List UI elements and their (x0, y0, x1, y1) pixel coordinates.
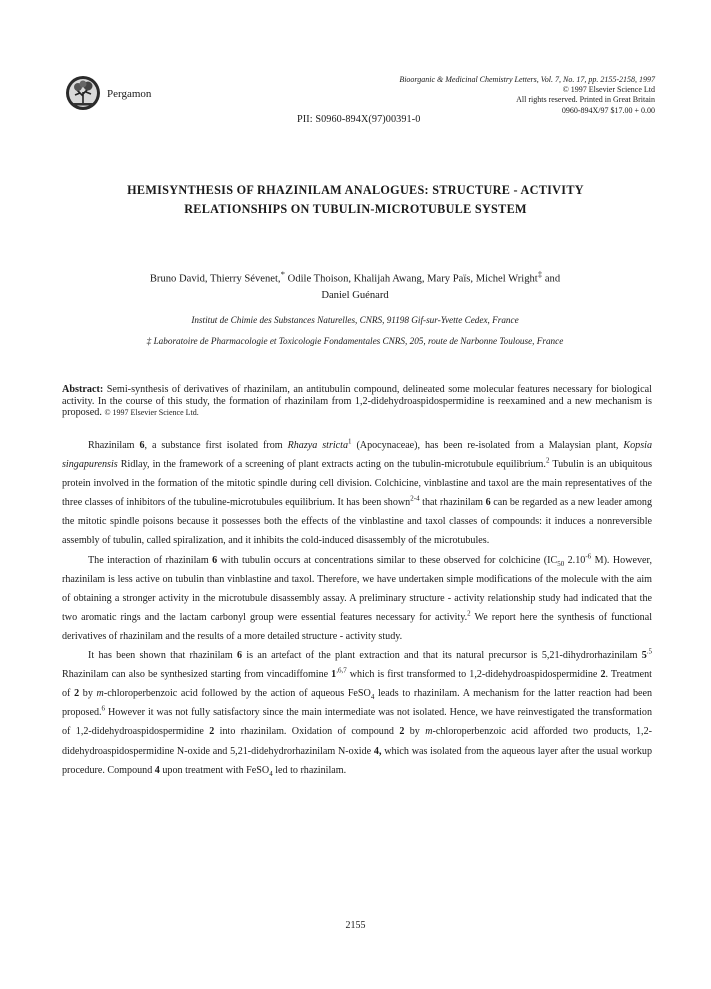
page-number: 2155 (345, 920, 366, 931)
authors-line-1 (100, 266, 610, 288)
abstract-label: Abstract: (62, 384, 104, 395)
journal-info (399, 75, 655, 116)
affiliation-1: Institut de Chimie des Substances Naturelles, CNRS, 91198 Gif-sur-Yvette Cedex, France (191, 315, 519, 325)
text-run: 4, (373, 745, 382, 757)
text-run: Kopsia singapurensis (62, 440, 652, 471)
text-run: 2-4 (410, 494, 420, 503)
authors-part-c: and (542, 273, 561, 285)
text-run: 50 (557, 559, 565, 568)
paragraph-3 (62, 646, 652, 780)
text-run: Ridlay, in the framework of a screening of plant extracts acting on the tubulin-microtubule equilibrium. (117, 459, 546, 471)
abstract-copyright: © 1997 Elsevier Science Ltd. (104, 408, 199, 418)
affiliations (80, 310, 630, 352)
text-run: , a substance first isolated from (144, 440, 288, 451)
text-run: -6 (585, 552, 592, 561)
text-run: Rhazya stricta (287, 440, 349, 451)
text-run: m (96, 688, 104, 700)
text-run: -chloroperbenzoic acid afforded two products, 1,2-didehydroaspidospermidine N-oxide and 5,21-didehydrorhazinilam N-oxide (62, 726, 652, 757)
text-run: 5 (641, 650, 647, 662)
authors-line-2: Daniel Guénard (321, 289, 389, 301)
elsevier-tree-logo-icon (63, 74, 103, 112)
abstract (62, 384, 652, 419)
copyright-line: © 1997 Elsevier Science Ltd (562, 85, 655, 95)
text-run: 2 (467, 609, 471, 618)
corresponding-mark: * (280, 269, 286, 279)
body-text (62, 436, 652, 780)
text-run: M). However, rhazinilam is less active on tubulin than vinblastine and taxol. Therefore, we have undertaken simple modifications of the molecule with the aim of obtaining a stronger activity in the microtubule disassembly assay. A preliminary structure - activity relationship study had indicated that the two aromatic rings and the lactam carbonyl group were essential features necessary for activity. (62, 554, 652, 623)
text-run: 4 (370, 693, 375, 702)
text-run: We report here the synthesis of functional derivatives of rhazinilam and the results of a more detailed structure - activity study. (62, 611, 653, 642)
publisher-name: Pergamon (107, 88, 152, 100)
text-run: ,6,7 (336, 666, 347, 675)
paragraph-1 (62, 436, 652, 551)
text-run: with tubulin occurs at concentrations similar to these observed for colchicine (IC (217, 554, 558, 566)
issn-line: 0960-894X/97 $17.00 + 0.00 (561, 105, 655, 115)
abstract-text: Semi-synthesis of derivatives of rhazinilam, an antitubulin compound, delineated some molecular features necessary for biological activity. In the course of this study, the formation of rhazinilam from 1,2-didehydroaspidospermidine is reexamined and a new mechanism is proposed. (62, 384, 652, 419)
text-run: 2.10 (564, 554, 586, 566)
text-run: 4 (269, 769, 273, 778)
text-run: . Treatment of (62, 669, 652, 700)
text-run: m (425, 726, 433, 738)
text-run: 2 (209, 726, 215, 738)
text-run: The interaction of rhazinilam (88, 554, 213, 566)
text-run: is an artefact of the plant extraction and that its natural precursor is 5,21-dihydrorhazinilam (242, 650, 642, 662)
text-run: 6 (101, 704, 106, 713)
text-run: 2 (74, 688, 80, 700)
affiliation-mark: ‡ (537, 269, 543, 279)
text-run: upon treatment with FeSO (159, 764, 270, 776)
paper-title (0, 181, 711, 219)
paragraph-2 (62, 551, 652, 646)
text-run: Tubulin is an ubiquitous protein involved in the formation of the mitotic spindle during cell division. Colchicine, vinblastine and taxol are the main representatives of the three classes of inhibitors of the tubuline-microtubules equilibrium. It has been shown (62, 459, 653, 509)
text-run: into rhazinilam. Oxidation of compound (214, 726, 400, 738)
text-run: leads to rhazinilam. A mechanism for the latter reaction had been proposed. (62, 688, 652, 719)
text-run: -chloroperbenzoic acid followed by the action of aqueous FeSO (103, 688, 371, 700)
title-line-1: HEMISYNTHESIS OF RHAZINILAM ANALOGUES: STRUCTURE - ACTIVITY (127, 183, 584, 197)
authors-part-b: Odile Thoison, Khalijah Awang, Mary Païs, Michel Wright (285, 273, 538, 285)
author-list (100, 266, 610, 304)
text-run: However it was not fully satisfactory since the main intermediate was not isolated. Hence, we have reinvestigated the transformation of 1,2-didehydroaspidospermidine (62, 707, 652, 738)
text-run: 6 (212, 554, 218, 566)
authors-part-a: Bruno David, Thierry Sévenet, (149, 273, 281, 285)
text-run: led to rhazinilam. (272, 764, 347, 776)
text-run: 1 (348, 437, 352, 446)
text-run: (Apocynaceae), has been re-isolated from a Malaysian plant, (351, 440, 624, 451)
text-run: Rhazinilam can also be synthesized starting from vincadiffomine (62, 669, 332, 681)
text-run: 2 (600, 669, 606, 681)
text-run: 2 (399, 726, 405, 738)
text-run: 2 (545, 456, 550, 465)
text-run: by (404, 726, 426, 738)
text-run: which is first transformed to 1,2-didehydroaspidospermidine (346, 669, 601, 681)
text-run: 4 (154, 764, 160, 776)
text-run: It has been shown that rhazinilam (88, 650, 237, 662)
text-run: 6 (485, 497, 491, 509)
rights-line: All rights reserved. Printed in Great Britain (516, 95, 655, 105)
text-run: 1 (331, 669, 337, 681)
affiliation-2: ‡ Laboratoire de Pharmacologie et Toxicologie Fondamentales CNRS, 205, route de Narbonne Toulouse, France (146, 336, 564, 346)
pii-identifier: PII: S0960-894X(97)00391-0 (297, 114, 421, 125)
text-run: can be regarded as a new leader among the mitotic spindle poisons because it possesses both the effects of the vinblastine and taxol classes of compounds: it induces a nonreversible assembly of tubulin, called spiralization, and it inhibits the cold-induced disassembly of the microtubules. (62, 497, 652, 547)
text-run: that rhazinilam (419, 497, 486, 509)
text-run: 6 (237, 650, 243, 662)
text-run: Rhazinilam (88, 440, 140, 451)
journal-citation: Bioorganic & Medicinal Chemistry Letters, Vol. 7, No. 17, pp. 2155-2158, 1997 (399, 75, 655, 84)
text-run: by (79, 688, 97, 700)
text-run: 6 (139, 440, 145, 451)
text-run: .5 (646, 647, 653, 656)
title-line-2: RELATIONSHIPS ON TUBULIN-MICROTUBULE SYSTEM (184, 202, 527, 216)
text-run: which was isolated from the aqueous layer after the usual workup procedure. Compound (62, 745, 652, 776)
